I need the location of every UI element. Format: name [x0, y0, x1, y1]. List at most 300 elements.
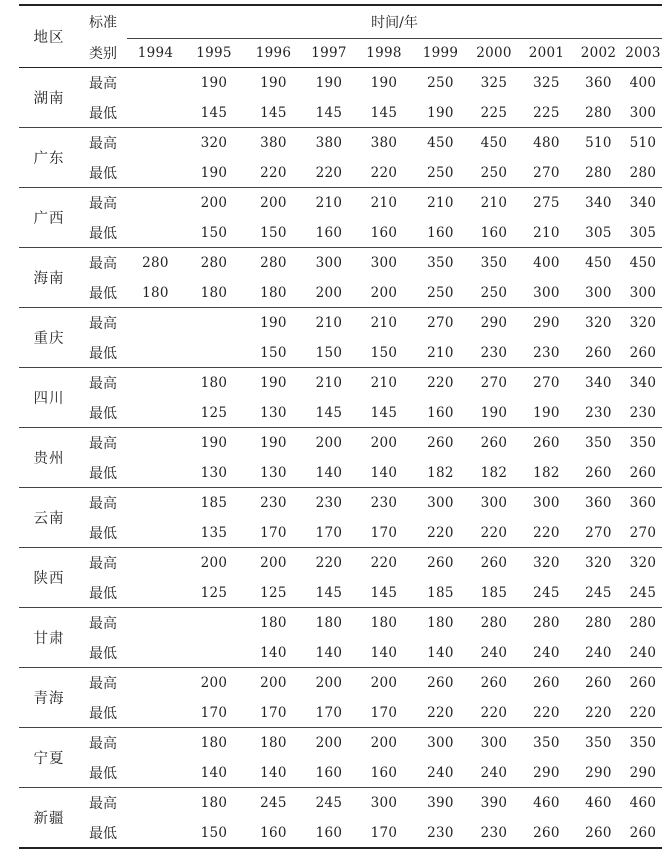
wage-value-cell: 190 — [315, 75, 343, 91]
wage-value-cell — [127, 668, 184, 699]
wage-value-cell: 360 — [585, 495, 612, 511]
wage-value-cell: 350 — [585, 435, 612, 451]
wage-value-cell: 230 — [480, 344, 508, 361]
wage-value-cell: 170 — [370, 704, 398, 721]
category-cell: 最低 — [89, 105, 117, 122]
wage-value-cell: 350 — [427, 255, 454, 271]
wage-value-cell: 170 — [260, 524, 287, 541]
wage-value-cell: 190 — [533, 404, 560, 421]
wage-value-cell: 170 — [200, 704, 228, 721]
wage-value-cell: 200 — [260, 555, 287, 571]
wage-value-cell: 460 — [533, 795, 560, 811]
standard-header: 标准 — [89, 15, 117, 32]
wage-value-cell: 190 — [370, 75, 398, 91]
wage-value-cell: 260 — [629, 344, 657, 361]
year-header-cell: 2002 — [573, 39, 624, 68]
wage-value-cell — [184, 608, 244, 639]
wage-value-cell: 170 — [260, 704, 287, 721]
table-row — [19, 758, 662, 788]
category-cell: 最低 — [89, 585, 117, 602]
wage-value-cell: 145 — [260, 104, 287, 121]
table-row — [19, 548, 662, 579]
wage-value-cell: 340 — [629, 375, 657, 391]
wage-value-cell — [127, 128, 184, 159]
wage-value-cell: 325 — [533, 75, 560, 91]
category-cell: 最高 — [89, 76, 117, 92]
wage-value-cell: 150 — [315, 344, 343, 361]
wage-value-cell: 200 — [370, 435, 398, 451]
wage-value-cell: 160 — [370, 764, 398, 781]
wage-value-cell: 140 — [427, 644, 454, 661]
wage-value-cell: 250 — [427, 284, 454, 301]
category-cell: 最高 — [89, 556, 117, 572]
wage-value-cell: 305 — [585, 224, 612, 241]
wage-value-cell: 180 — [200, 795, 228, 811]
wage-value-cell — [127, 218, 184, 248]
category-cell: 最高 — [89, 496, 117, 512]
wage-value-cell: 210 — [315, 375, 343, 391]
wage-value-cell: 245 — [629, 584, 657, 601]
wage-value-cell: 460 — [629, 795, 657, 811]
wage-value-cell: 220 — [370, 164, 398, 181]
category-cell: 最高 — [89, 616, 117, 632]
wage-value-cell: 150 — [200, 224, 228, 241]
wage-value-cell: 270 — [533, 164, 560, 181]
wage-value-cell: 245 — [260, 795, 287, 811]
category-header: 类别 — [89, 45, 117, 62]
wage-value-cell: 200 — [260, 675, 287, 691]
wage-value-cell: 320 — [585, 555, 612, 571]
wage-value-cell: 220 — [427, 704, 454, 721]
wage-value-cell: 230 — [427, 824, 454, 841]
wage-value-cell: 260 — [480, 555, 508, 571]
wage-value-cell — [127, 398, 184, 428]
wage-value-cell: 260 — [585, 464, 612, 481]
wage-value-cell: 225 — [533, 104, 560, 121]
wage-value-cell: 280 — [585, 615, 612, 631]
wage-value-cell: 260 — [585, 824, 612, 841]
wage-value-cell: 260 — [480, 675, 508, 691]
wage-value-cell: 200 — [315, 435, 343, 451]
wage-value-cell: 300 — [533, 495, 560, 511]
wage-value-cell — [127, 788, 184, 819]
wage-value-cell: 210 — [533, 224, 560, 241]
year-header-row — [19, 39, 662, 68]
table-row — [19, 578, 662, 608]
wage-value-cell: 280 — [629, 615, 657, 631]
wage-value-cell: 280 — [585, 104, 612, 121]
wage-value-cell: 160 — [315, 764, 343, 781]
wage-value-cell: 190 — [260, 315, 287, 331]
wage-value-cell: 160 — [315, 224, 343, 241]
table-row — [19, 518, 662, 548]
wage-value-cell: 280 — [480, 615, 508, 631]
wage-value-cell: 220 — [427, 524, 454, 541]
wage-value-cell — [127, 98, 184, 128]
wage-value-cell — [127, 368, 184, 399]
wage-value-cell: 180 — [315, 615, 343, 631]
wage-value-cell — [127, 728, 184, 759]
wage-value-cell: 340 — [585, 195, 612, 211]
table-row — [19, 68, 662, 99]
region-cell: 广东 — [33, 151, 65, 167]
wage-value-cell: 210 — [480, 195, 508, 211]
wage-value-cell: 200 — [315, 735, 343, 751]
wage-value-cell: 350 — [629, 735, 657, 751]
wage-value-cell: 160 — [260, 824, 287, 841]
wage-value-cell — [127, 188, 184, 219]
table-row — [19, 728, 662, 759]
wage-value-cell: 145 — [200, 104, 228, 121]
wage-value-cell: 160 — [370, 224, 398, 241]
wage-value-cell — [127, 638, 184, 668]
wage-value-cell: 210 — [370, 195, 398, 211]
table-row — [19, 488, 662, 519]
table-row — [19, 338, 662, 368]
wage-value-cell: 130 — [260, 464, 287, 481]
wage-value-cell: 450 — [480, 135, 508, 151]
wage-value-cell: 260 — [629, 464, 657, 481]
wage-value-cell: 180 — [200, 375, 228, 391]
wage-value-cell: 260 — [585, 675, 612, 691]
wage-value-cell — [127, 308, 184, 339]
table-row — [19, 308, 662, 339]
category-cell: 最低 — [89, 225, 117, 242]
year-header-cell: 1998 — [355, 39, 413, 68]
category-cell: 最低 — [89, 465, 117, 482]
wage-value-cell: 240 — [629, 644, 657, 661]
wage-value-cell: 160 — [427, 224, 454, 241]
table-row — [19, 458, 662, 488]
wage-value-cell: 260 — [629, 824, 657, 841]
wage-value-cell: 210 — [370, 315, 398, 331]
wage-value-cell — [127, 548, 184, 579]
category-cell: 最高 — [89, 676, 117, 692]
wage-value-cell: 300 — [629, 104, 657, 121]
wage-value-cell: 290 — [533, 315, 560, 331]
wage-value-cell: 140 — [315, 644, 343, 661]
wage-value-cell: 200 — [260, 195, 287, 211]
wage-value-cell: 230 — [260, 495, 287, 511]
table-row — [19, 98, 662, 128]
wage-value-cell — [127, 68, 184, 99]
wage-value-cell: 190 — [260, 435, 287, 451]
wage-value-cell: 300 — [480, 495, 508, 511]
region-cell: 广西 — [33, 211, 65, 227]
table-row — [19, 248, 662, 279]
wage-value-cell: 510 — [629, 135, 657, 151]
year-header-cell: 2003 — [624, 39, 662, 68]
wage-value-cell: 220 — [315, 164, 343, 181]
table-row — [19, 788, 662, 819]
category-cell: 最低 — [89, 525, 117, 542]
wage-value-cell: 180 — [260, 615, 287, 631]
wage-value-cell — [127, 428, 184, 459]
wage-value-cell: 320 — [629, 315, 657, 331]
wage-value-cell: 150 — [200, 824, 228, 841]
region-cell: 重庆 — [33, 331, 65, 347]
wage-value-cell: 130 — [200, 464, 228, 481]
wage-value-cell: 210 — [370, 375, 398, 391]
wage-value-cell: 230 — [480, 824, 508, 841]
table-row — [19, 818, 662, 848]
year-header-cell: 1997 — [303, 39, 355, 68]
wage-value-cell: 200 — [200, 195, 228, 211]
wage-value-cell: 300 — [427, 495, 454, 511]
table-row — [19, 128, 662, 159]
category-cell: 最高 — [89, 256, 117, 272]
wage-value-cell: 460 — [585, 795, 612, 811]
wage-value-cell: 150 — [370, 344, 398, 361]
wage-value-cell: 300 — [315, 255, 343, 271]
wage-value-cell: 260 — [585, 344, 612, 361]
wage-value-cell: 230 — [629, 404, 657, 421]
table-row — [19, 188, 662, 219]
wage-value-cell: 190 — [260, 75, 287, 91]
wage-value-cell: 260 — [480, 435, 508, 451]
wage-value-cell: 300 — [370, 255, 398, 271]
wage-value-cell: 320 — [585, 315, 612, 331]
wage-value-cell: 260 — [427, 675, 454, 691]
wage-value-cell: 200 — [370, 284, 398, 301]
table-row — [19, 698, 662, 728]
table-row — [19, 158, 662, 188]
wage-value-cell: 170 — [315, 524, 343, 541]
wage-value-cell: 250 — [427, 75, 454, 91]
wage-value-cell: 390 — [480, 795, 508, 811]
wage-value-cell: 230 — [585, 404, 612, 421]
wage-value-cell: 135 — [200, 524, 228, 541]
wage-value-cell: 360 — [629, 495, 657, 511]
wage-value-cell — [127, 578, 184, 608]
category-cell: 最高 — [89, 436, 117, 452]
table-row — [19, 278, 662, 308]
region-cell: 贵州 — [33, 451, 65, 467]
wage-value-cell: 320 — [629, 555, 657, 571]
wage-value-cell: 300 — [480, 735, 508, 751]
wage-value-cell: 290 — [585, 764, 612, 781]
wage-value-cell: 185 — [427, 584, 454, 601]
category-cell: 最高 — [89, 316, 117, 332]
wage-value-cell: 225 — [480, 104, 508, 121]
wage-value-cell — [184, 638, 244, 668]
category-cell: 最低 — [89, 705, 117, 722]
region-cell: 海南 — [33, 271, 65, 287]
year-header-cell: 2000 — [468, 39, 520, 68]
wage-value-cell: 320 — [533, 555, 560, 571]
wage-value-cell: 360 — [585, 75, 612, 91]
category-cell: 最低 — [89, 765, 117, 782]
wage-value-cell: 340 — [629, 195, 657, 211]
wage-value-cell: 200 — [200, 675, 228, 691]
wage-value-cell: 180 — [142, 284, 169, 301]
wage-value-cell: 250 — [480, 284, 508, 301]
wage-value-cell: 280 — [142, 255, 169, 271]
wage-value-cell: 145 — [370, 104, 398, 121]
wage-value-cell: 270 — [427, 315, 454, 331]
wage-value-cell — [184, 338, 244, 368]
wage-value-cell — [127, 758, 184, 788]
wage-value-cell: 170 — [370, 824, 398, 841]
wage-value-cell — [127, 488, 184, 519]
wage-value-cell: 350 — [629, 435, 657, 451]
wage-value-cell: 240 — [427, 764, 454, 781]
wage-value-cell — [127, 338, 184, 368]
wage-value-cell: 245 — [533, 584, 560, 601]
wage-value-cell: 260 — [533, 824, 560, 841]
wage-value-cell: 230 — [370, 495, 398, 511]
wage-value-cell — [127, 818, 184, 848]
wage-value-cell: 305 — [629, 224, 657, 241]
wage-value-cell: 182 — [480, 464, 508, 481]
wage-value-cell: 180 — [200, 735, 228, 751]
wage-value-cell: 240 — [480, 764, 508, 781]
wage-value-cell: 220 — [427, 375, 454, 391]
wage-value-cell: 130 — [260, 404, 287, 421]
region-cell: 四川 — [33, 391, 65, 407]
wage-value-cell: 280 — [629, 164, 657, 181]
wage-value-cell: 140 — [200, 764, 228, 781]
wage-value-cell: 180 — [260, 284, 287, 301]
wage-value-cell: 180 — [370, 615, 398, 631]
wage-value-cell: 350 — [585, 735, 612, 751]
region-cell: 湖南 — [33, 91, 65, 107]
wage-value-cell — [127, 458, 184, 488]
wage-value-cell: 240 — [533, 644, 560, 661]
wage-value-cell: 180 — [427, 615, 454, 631]
wage-value-cell: 290 — [533, 764, 560, 781]
wage-value-cell: 200 — [315, 284, 343, 301]
wage-value-cell: 325 — [480, 75, 508, 91]
wage-value-cell: 270 — [629, 524, 657, 541]
wage-value-cell: 220 — [629, 704, 657, 721]
wage-value-cell: 125 — [260, 584, 287, 601]
wage-value-cell: 140 — [315, 464, 343, 481]
wage-value-cell: 260 — [533, 675, 560, 691]
wage-value-cell: 260 — [533, 435, 560, 451]
wage-value-cell: 145 — [315, 584, 343, 601]
wage-value-cell: 190 — [200, 75, 228, 91]
wage-value-cell: 210 — [427, 344, 454, 361]
table-header — [19, 5, 662, 68]
table-row — [19, 428, 662, 459]
wage-value-cell: 210 — [315, 315, 343, 331]
wage-value-cell: 182 — [427, 464, 454, 481]
wage-value-cell: 245 — [315, 795, 343, 811]
wage-value-cell — [127, 518, 184, 548]
wage-value-cell: 280 — [200, 255, 228, 271]
wage-value-cell: 230 — [533, 344, 560, 361]
wage-value-cell: 150 — [260, 344, 287, 361]
wage-value-cell: 340 — [585, 375, 612, 391]
year-header-cell: 1999 — [413, 39, 468, 68]
wage-value-cell: 185 — [480, 584, 508, 601]
category-cell: 最高 — [89, 796, 117, 812]
wage-value-cell: 200 — [370, 735, 398, 751]
wage-value-cell: 125 — [200, 584, 228, 601]
wage-value-cell: 300 — [533, 284, 560, 301]
wage-value-cell: 230 — [315, 495, 343, 511]
table-row — [19, 608, 662, 639]
region-cell: 云南 — [33, 511, 65, 527]
table-row — [19, 668, 662, 699]
wage-value-cell: 160 — [480, 224, 508, 241]
table-row — [19, 218, 662, 248]
region-cell: 甘肃 — [33, 631, 65, 647]
category-cell: 最低 — [89, 165, 117, 182]
wage-value-cell: 140 — [260, 644, 287, 661]
wage-value-cell: 200 — [370, 675, 398, 691]
time-year-header: 时间/年 — [371, 15, 418, 31]
wage-value-cell: 190 — [427, 104, 454, 121]
wage-value-cell: 240 — [585, 644, 612, 661]
wage-value-cell — [184, 308, 244, 339]
wage-value-cell: 160 — [427, 404, 454, 421]
wage-value-cell: 180 — [200, 284, 228, 301]
year-header-cell: 1995 — [184, 39, 244, 68]
wage-value-cell: 245 — [585, 584, 612, 601]
wage-value-cell: 220 — [480, 524, 508, 541]
wage-value-cell: 280 — [533, 615, 560, 631]
wage-value-cell: 190 — [200, 164, 228, 181]
wage-value-cell: 210 — [427, 195, 454, 211]
region-header: 地区 — [33, 30, 65, 46]
wage-table-container — [19, 4, 662, 849]
wage-value-cell: 190 — [200, 435, 228, 451]
wage-value-cell: 270 — [480, 375, 508, 391]
wage-value-cell: 300 — [585, 284, 612, 301]
wage-value-cell: 145 — [315, 404, 343, 421]
wage-value-cell: 170 — [315, 704, 343, 721]
table-row — [19, 398, 662, 428]
wage-value-cell: 140 — [260, 764, 287, 781]
wage-value-cell: 260 — [427, 555, 454, 571]
wage-value-cell: 185 — [200, 495, 228, 511]
wage-value-cell: 380 — [260, 135, 287, 151]
wage-value-cell: 300 — [427, 735, 454, 751]
wage-value-cell: 270 — [533, 375, 560, 391]
wage-value-cell: 145 — [315, 104, 343, 121]
wage-value-cell: 290 — [480, 315, 508, 331]
region-cell: 宁夏 — [33, 751, 65, 767]
wage-value-cell: 200 — [200, 555, 228, 571]
wage-value-cell: 260 — [629, 675, 657, 691]
wage-value-cell: 125 — [200, 404, 228, 421]
wage-value-cell: 220 — [585, 704, 612, 721]
wage-value-cell: 380 — [315, 135, 343, 151]
wage-value-cell: 275 — [533, 195, 560, 211]
category-cell: 最低 — [89, 405, 117, 422]
wage-value-cell: 145 — [370, 584, 398, 601]
wage-value-cell: 350 — [480, 255, 508, 271]
wage-value-cell: 250 — [427, 164, 454, 181]
wage-value-cell: 220 — [480, 704, 508, 721]
wage-value-cell: 140 — [370, 464, 398, 481]
wage-value-cell: 250 — [480, 164, 508, 181]
wage-value-cell: 220 — [533, 704, 560, 721]
year-header-cell: 1996 — [244, 39, 303, 68]
wage-value-cell: 220 — [315, 555, 343, 571]
wage-value-cell: 280 — [260, 255, 287, 271]
category-cell: 最低 — [89, 645, 117, 662]
table-row — [19, 368, 662, 399]
wage-value-cell: 190 — [260, 375, 287, 391]
table-body — [19, 68, 662, 849]
wage-value-cell: 280 — [585, 164, 612, 181]
category-cell: 最低 — [89, 285, 117, 302]
category-cell: 最高 — [89, 196, 117, 212]
category-cell: 最高 — [89, 376, 117, 392]
